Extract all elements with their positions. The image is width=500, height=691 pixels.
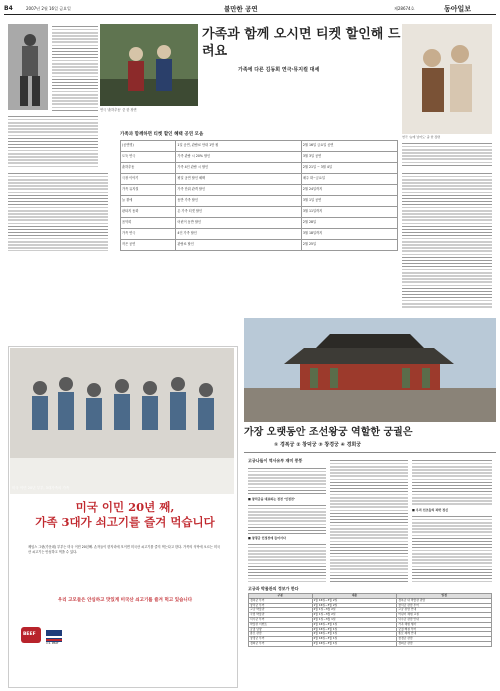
palace-rule [244, 452, 496, 453]
palace-col-1a [248, 466, 326, 496]
theater-subhead: 가족에 다른 김동희 연극·뮤지컬 대세 [238, 67, 320, 73]
table-cell: 어린이 체험 교실 [397, 613, 492, 618]
theater-photo-3 [402, 24, 492, 134]
table-cell: 음악회 [121, 218, 176, 229]
table-cell: 2월 16일~3월 1일 [312, 632, 397, 637]
usmef-logo-text: U.S. MEAT [46, 642, 59, 645]
table-cell: 극장 이야기 [121, 174, 176, 185]
theater-table [120, 140, 398, 251]
table-cell: 국립 박물관 [249, 613, 313, 618]
table-cell: 작은 공연 [121, 240, 176, 251]
theater-col-1a [52, 24, 98, 112]
page-header [4, 4, 496, 15]
table-cell: 2월 1일~3월 2일 [312, 608, 397, 613]
table-cell: (공연명) [121, 141, 176, 152]
palace-col-1b [248, 503, 326, 534]
theater-col-2a [8, 171, 108, 251]
page-number: B4 [4, 5, 13, 12]
table-cell: 창덕궁 투어 [249, 603, 313, 608]
theater-col-1b [8, 114, 98, 168]
theater-col-right [402, 141, 492, 168]
theater-photo-2 [100, 24, 198, 106]
palace-table-head: 내용 [312, 594, 397, 599]
usmef-logo-icon [46, 630, 62, 645]
issue-number: 제28674호 [394, 6, 415, 11]
theater-table-row [121, 141, 398, 152]
table-cell: 2월 25일 [301, 240, 397, 251]
palace-sub-3: ■ 우리 선조들의 과학 정신 [412, 508, 448, 512]
table-cell: 동반 가족 할인 [176, 196, 301, 207]
table-cell: 1일 공연, 관람료 안내 1만 원 [176, 141, 301, 152]
table-cell: 2월 16일 금요일 공연 [301, 141, 397, 152]
table-cell: 2월 16일~3월 1일 [312, 641, 397, 646]
table-cell: 4인 가족 할인 [176, 229, 301, 240]
table-cell: 2월 16일~3월 1일 [312, 622, 397, 627]
table-cell: 온 가족 티켓 할인 [176, 207, 301, 218]
table-cell: 2월 24일까지 [301, 185, 397, 196]
palace-table-head: 일정 [397, 594, 492, 599]
palace-headline: 가장 오랫동안 조선왕궁 역할한 궁궐은 [244, 427, 413, 438]
table-cell: 가족 단위 관객 할인 [176, 185, 301, 196]
table-cell: 관람료 할인 [176, 240, 301, 251]
table-cell: 창덕궁 관람 투어 [397, 603, 492, 608]
table-cell: 2월 28일 [301, 218, 397, 229]
table-cell: 늘 곁에 [121, 196, 176, 207]
table-cell: 종묘 관람 [249, 632, 313, 637]
table-cell: 3월 11일까지 [301, 207, 397, 218]
brand-logo: 동아일보 [444, 5, 472, 13]
table-cell: 덕수궁 투어 [249, 617, 313, 622]
ad-headline-1: 미국 이민 20년 째, [75, 500, 175, 514]
theater-table-row [121, 240, 398, 251]
theater-photo-1 [8, 24, 48, 110]
palace-photo [244, 318, 496, 422]
table-cell: 2월 1일~3월 2일 [312, 613, 397, 618]
palace-section-title: 고궁나들이 역사유부 재미 풍뚱 [248, 458, 303, 463]
palace-table [248, 593, 492, 647]
palace-table-row [249, 641, 492, 646]
ad-headline-2: 가족 3대가 쇠고기를 즐겨 먹습니다 [35, 515, 215, 529]
table-cell: 가족 뮤지컬 [121, 185, 176, 196]
theater-table-row [121, 174, 398, 185]
theater-table-row [121, 218, 398, 229]
theater-photo3-caption: 연극 '눈에 넣어도' 중 한 장면 [402, 135, 441, 139]
table-cell: 경희궁 관람 [397, 641, 492, 646]
theater-table-row [121, 229, 398, 240]
palace-col-3b [412, 514, 492, 582]
table-cell: 경희궁 투어 [249, 641, 313, 646]
table-cell: 2월 16일~3월 1일 [312, 627, 397, 632]
section-title: 불만한 공연 [224, 5, 258, 13]
palace-table-head: 구분 [249, 594, 313, 599]
table-cell: 창경궁 관람 [397, 637, 492, 642]
table-cell: 매주 화~금요일 [301, 174, 397, 185]
table-cell: 3월 3일 공연 [301, 152, 397, 163]
issue-date: 2007년 2월 16일 금요일 [26, 6, 71, 11]
table-cell: 3월 18일까지 [301, 229, 397, 240]
beef-logo-icon [20, 626, 42, 644]
theater-table-title: 가족과 함께하면 티켓 할인 혜택 공연 모음 [120, 132, 204, 137]
table-cell: 가족 관람 시 20% 할인 [176, 152, 301, 163]
palace-col-2 [330, 458, 408, 582]
theater-col-2b [402, 171, 492, 309]
table-cell: 덕수궁 관람 안내 [397, 617, 492, 622]
table-cell: 경복궁 투어 [249, 598, 313, 603]
table-cell: 가족 4인 관람 시 할인 [176, 163, 301, 174]
table-cell: 2월 16일~3월 1일 [312, 637, 397, 642]
table-cell: 2월 21일 ~ 3월 4일 [301, 163, 397, 174]
table-cell: 박물관 이벤트 [249, 622, 313, 627]
palace-subhead: ① 경복궁 ② 창덕궁 ③ 창경궁 ④ 경희궁 [274, 442, 362, 448]
table-cell: 판타지 동화 [121, 207, 176, 218]
theater-table-row [121, 163, 398, 174]
theater-table-row [121, 196, 398, 207]
table-cell: 어린이 동반 할인 [176, 218, 301, 229]
table-cell: 평일 공연 할인 혜택 [176, 174, 301, 185]
beef-logo-text: BEEF [23, 632, 36, 637]
table-cell: 궁궐 탐방 [249, 627, 313, 632]
theater-photo-caption: 연극 '춘하추동' 중 한 장면 [100, 108, 137, 112]
table-cell: 경복궁 내 박물관 관람 [397, 598, 492, 603]
theater-table-row [121, 207, 398, 218]
ad-photo [10, 348, 234, 494]
table-cell: 가족 연극 [121, 229, 176, 240]
theater-headline: 가족과 함께 오시면 티켓 할인해 드려요 [202, 27, 401, 59]
table-cell: 창경궁 투어 [249, 637, 313, 642]
table-cell: 종묘 제례 안내 [397, 632, 492, 637]
table-cell: 궁궐 해설 투어 [397, 627, 492, 632]
table-cell: 1월 16일~3월 2일 [312, 598, 397, 603]
palace-col-1c [248, 542, 326, 582]
table-cell: 가족 체험 행사 [397, 622, 492, 627]
palace-col-3a [412, 458, 492, 506]
table-cell: 도둑 연극 [121, 152, 176, 163]
ad-body: 제임스 그린(가운데) 부부는 미국 이민 20년째. 손자들이 한자리에 모이면 미국산 쇠고기를 즐겨 먹는다고 한다. 가족의 식탁에 오르는 미국산 쇠고기는 안심하고 먹을 수 있다. [28, 545, 221, 554]
table-cell: 고궁 관람 안내 [397, 608, 492, 613]
theater-table-row [121, 185, 398, 196]
palace-sub-2: ■ 창경궁 인정전에 들어서다 [248, 536, 286, 540]
ad-tagline: 우리 고모들은 안심하고 맛있게 미국산 쇠고기를 즐겨 먹고 있습니다 [57, 598, 193, 603]
ad-photo-caption: 미국 이민 20년 부부, 3대가족의 가족 [12, 486, 70, 490]
table-cell: 고궁 박물관 [249, 608, 313, 613]
table-cell: 3월 1일 공연 [301, 196, 397, 207]
table-cell: 1월 16일~3월 2일 [312, 603, 397, 608]
palace-table-title: 고궁과 박물관의 정보가 한다 [248, 586, 299, 591]
theater-table-row [121, 152, 398, 163]
table-cell: 춘하추동 [121, 163, 176, 174]
table-cell: 2월 1일~3월 1일 [312, 617, 397, 622]
palace-sub-1: ■ 창덕궁을 대표하는 정전 ‘인정전’ [248, 497, 295, 501]
